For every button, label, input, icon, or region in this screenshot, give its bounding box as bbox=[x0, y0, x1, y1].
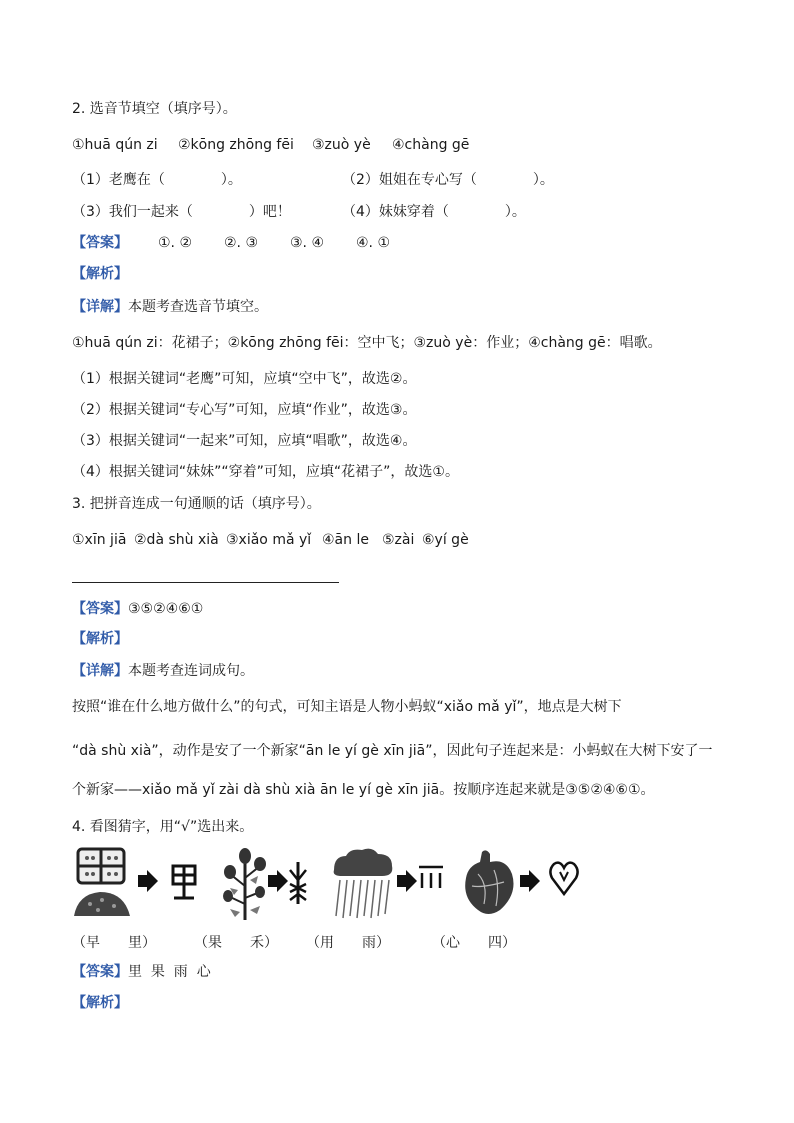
q2-blank-row-1 bbox=[72, 171, 554, 189]
q4-choice-4: （心 四） bbox=[432, 935, 516, 951]
q4-answer-text: 里 果 雨 心 bbox=[128, 964, 211, 980]
rain-cloud-picture-icon bbox=[330, 846, 396, 922]
detail-label: 【详解】 bbox=[72, 299, 128, 315]
q2-answer-3: ③. ④ bbox=[290, 235, 325, 251]
q2-reason-4: （4）根据关键词“妹妹”“穿着”可知，应填“花裙子”，故选①。 bbox=[72, 464, 459, 480]
q3-answer bbox=[72, 600, 203, 618]
arrow-right-icon bbox=[397, 870, 417, 892]
heart-organ-picture-icon bbox=[460, 848, 518, 918]
q2-option-1: ①huā qún zi bbox=[72, 137, 158, 153]
q2-reason-1: （1）根据关键词“老鹰”可知，应填“空中飞”，故选②。 bbox=[72, 371, 417, 387]
q3-answer-line bbox=[72, 582, 339, 583]
q3-detail-text: 本题考查连词成句。 bbox=[128, 663, 254, 679]
q4-choice-2: （果 禾） bbox=[194, 935, 278, 951]
answer-label: 【答案】 bbox=[72, 964, 128, 980]
q4-choice-3: （用 雨） bbox=[306, 935, 390, 951]
ancient-xin-glyph-icon bbox=[548, 860, 580, 896]
ancient-guo-glyph-icon bbox=[286, 860, 310, 906]
q2-blank-row-2 bbox=[72, 203, 526, 221]
q4-answer bbox=[72, 963, 211, 981]
detail-label: 【详解】 bbox=[72, 663, 128, 679]
q2-option-2: ②kōng zhōng fēi bbox=[178, 137, 294, 153]
q3-option-5: ⑤zài bbox=[382, 532, 415, 548]
q2-blank-3: （3）我们一起来（ ）吧！ bbox=[72, 204, 291, 220]
field-picture-icon bbox=[72, 846, 132, 918]
q3-option-2: ②dà shù xià bbox=[134, 532, 219, 548]
q2-blank-2: （2）姐姐在专心写（ ）。 bbox=[342, 172, 554, 188]
answer-label: 【答案】 bbox=[72, 601, 128, 617]
q3-paragraph-2: “dà shù xià”，动作是安了一个新家“ān le yí gè xīn jiā”，因此句子连起来是：小蚂蚁在大树下安了一 bbox=[72, 743, 713, 759]
q3-option-6: ⑥yí gè bbox=[422, 532, 469, 548]
q2-options bbox=[72, 136, 469, 154]
q3-options bbox=[72, 531, 469, 549]
q2-answer-4: ④. ① bbox=[356, 235, 391, 251]
q2-option-3: ③zuò yè bbox=[312, 137, 371, 153]
q3-option-1: ①xīn jiā bbox=[72, 532, 127, 548]
analysis-label: 【解析】 bbox=[72, 631, 128, 647]
q2-explain: ①huā qún zi：花裙子；②kōng zhōng fēi：空中飞；③zuò yè：作业；④chàng gē：唱歌。 bbox=[72, 335, 662, 351]
answer-label: 【答案】 bbox=[72, 235, 128, 251]
q3-answer-text: ③⑤②④⑥① bbox=[128, 601, 204, 617]
arrow-right-icon bbox=[520, 870, 540, 892]
q2-detail bbox=[72, 298, 268, 316]
q2-reason-2: （2）根据关键词“专心写”可知，应填“作业”，故选③。 bbox=[72, 402, 417, 418]
q3-option-3: ③xiǎo mǎ yǐ bbox=[226, 532, 312, 548]
q3-option-4: ④ān le bbox=[322, 532, 369, 548]
q2-blank-1: （1）老鹰在（ ）。 bbox=[72, 172, 242, 188]
q2-title: 2. 选音节填空（填序号）。 bbox=[72, 101, 237, 117]
ancient-yu-glyph-icon bbox=[418, 864, 444, 890]
analysis-label: 【解析】 bbox=[72, 995, 128, 1011]
fruit-tree-picture-icon bbox=[220, 846, 270, 922]
q2-blank-4: （4）妹妹穿着（ ）。 bbox=[342, 204, 526, 220]
q2-answer-line bbox=[72, 234, 390, 252]
q3-detail bbox=[72, 662, 254, 680]
q3-paragraph-3: 个新家——xiǎo mǎ yǐ zài dà shù xià ān le yí gè xīn jiā。按顺序连起来就是③⑤②④⑥①。 bbox=[72, 782, 655, 798]
arrow-right-icon bbox=[138, 870, 158, 892]
analysis-label: 【解析】 bbox=[72, 266, 128, 282]
q4-title: 4. 看图猜字，用“√”选出来。 bbox=[72, 819, 254, 835]
q2-detail-text: 本题考查选音节填空。 bbox=[128, 299, 268, 315]
q2-answer-1: ①. ② bbox=[158, 235, 193, 251]
q3-title: 3. 把拼音连成一句通顺的话（填序号）。 bbox=[72, 496, 321, 512]
q4-choice-1: （早 里） bbox=[72, 935, 156, 951]
q2-answer-2: ②. ③ bbox=[224, 235, 259, 251]
arrow-right-icon bbox=[268, 870, 288, 892]
q3-paragraph-1: 按照“谁在什么地方做什么”的句式，可知主语是人物小蚂蚁“xiǎo mǎ yǐ”，地点是大树下 bbox=[72, 699, 622, 715]
q2-reason-3: （3）根据关键词“一起来”可知，应填“唱歌”，故选④。 bbox=[72, 433, 417, 449]
q2-option-4: ④chàng gē bbox=[392, 137, 470, 153]
ancient-li-glyph-icon bbox=[170, 862, 198, 902]
